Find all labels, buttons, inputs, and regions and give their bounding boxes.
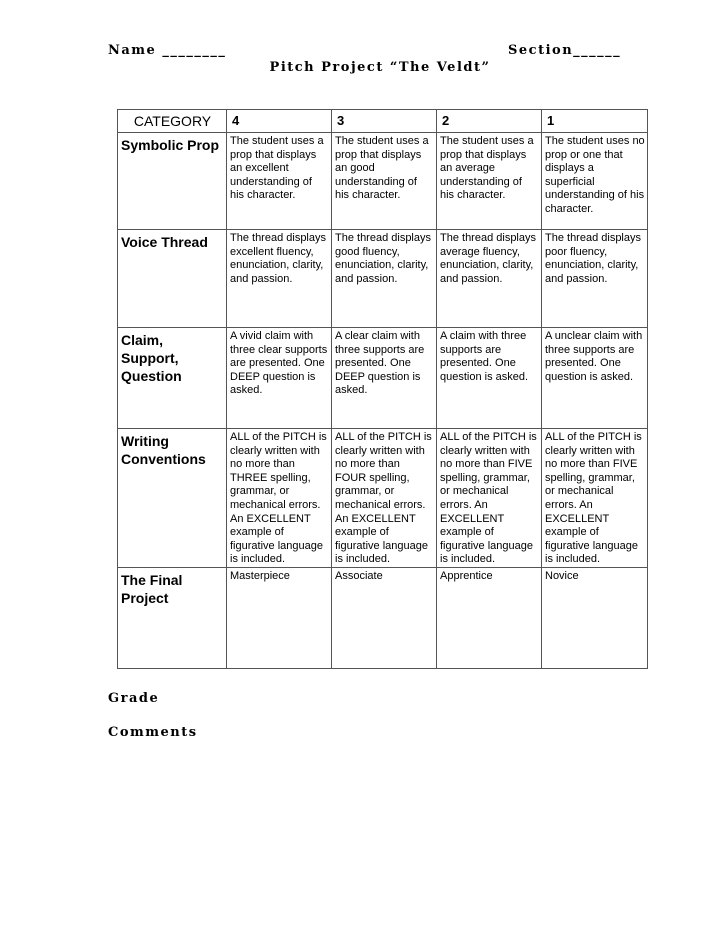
category-final-project: The Final Project: [118, 567, 227, 668]
score-cell-3: A clear claim with three supports are presented. One DEEP question is asked.: [332, 328, 437, 429]
score-cell-3: Associate: [332, 567, 437, 668]
score-cell-4: The thread displays excellent fluency, enunciation, clarity, and passion.: [227, 230, 332, 328]
score-cell-4: A vivid claim with three clear supports are presented. One DEEP question is asked.: [227, 328, 332, 429]
rubric-header-row: [118, 110, 648, 133]
column-header-1: 1: [542, 110, 648, 133]
score-cell-3: The student uses a prop that displays an good understanding of his character.: [332, 133, 437, 230]
document-title: Pitch Project “The Veldt”: [269, 60, 491, 75]
score-cell-1: The student uses no prop or one that displays a superficial understanding of his character.: [542, 133, 648, 230]
score-cell-4: ALL of the PITCH is clearly written with no more than THREE spelling, grammar, or mechanical errors. An EXCELLENT example of figurative language is included.: [227, 429, 332, 568]
category-symbolic-prop: Symbolic Prop: [118, 133, 227, 230]
category-voice-thread: Voice Thread: [118, 230, 227, 328]
score-cell-1: ALL of the PITCH is clearly written with no more than FIVE spelling, grammar, or mechanical errors. An EXCELLENT example of figurative language is included.: [542, 429, 648, 568]
table-row: [118, 328, 648, 429]
name-field-label: Name ________: [108, 43, 227, 58]
score-cell-1: The thread displays poor fluency, enunciation, clarity, and passion.: [542, 230, 648, 328]
column-header-2: 2: [437, 110, 542, 133]
score-cell-4: The student uses a prop that displays an excellent understanding of his character.: [227, 133, 332, 230]
grade-label: Grade: [108, 691, 160, 706]
table-row: [118, 429, 648, 568]
category-claim-support-question: Claim, Support, Question: [118, 328, 227, 429]
table-row: [118, 133, 648, 230]
column-header-3: 3: [332, 110, 437, 133]
score-cell-2: ALL of the PITCH is clearly written with no more than FIVE spelling, grammar, or mechanical errors. An EXCELLENT example of figurative language is included.: [437, 429, 542, 568]
score-cell-2: The student uses a prop that displays an average understanding of his character.: [437, 133, 542, 230]
score-cell-2: A claim with three supports are presented. One question is asked.: [437, 328, 542, 429]
column-header-category: CATEGORY: [118, 110, 227, 133]
section-field-label: Section______: [508, 43, 622, 58]
score-cell-2: Apprentice: [437, 567, 542, 668]
column-header-4: 4: [227, 110, 332, 133]
score-cell-2: The thread displays average fluency, enunciation, clarity, and passion.: [437, 230, 542, 328]
score-cell-1: Novice: [542, 567, 648, 668]
score-cell-3: ALL of the PITCH is clearly written with no more than FOUR spelling, grammar, or mechanical errors. An EXCELLENT example of figurative language is included.: [332, 429, 437, 568]
category-writing-conventions: Writing Conventions: [118, 429, 227, 568]
comments-label: Comments: [108, 725, 198, 740]
rubric-table: [117, 109, 648, 669]
score-cell-3: The thread displays good fluency, enunciation, clarity, and passion.: [332, 230, 437, 328]
table-row: [118, 567, 648, 668]
score-cell-4: Masterpiece: [227, 567, 332, 668]
table-row: [118, 230, 648, 328]
score-cell-1: A unclear claim with three supports are presented. One question is asked.: [542, 328, 648, 429]
